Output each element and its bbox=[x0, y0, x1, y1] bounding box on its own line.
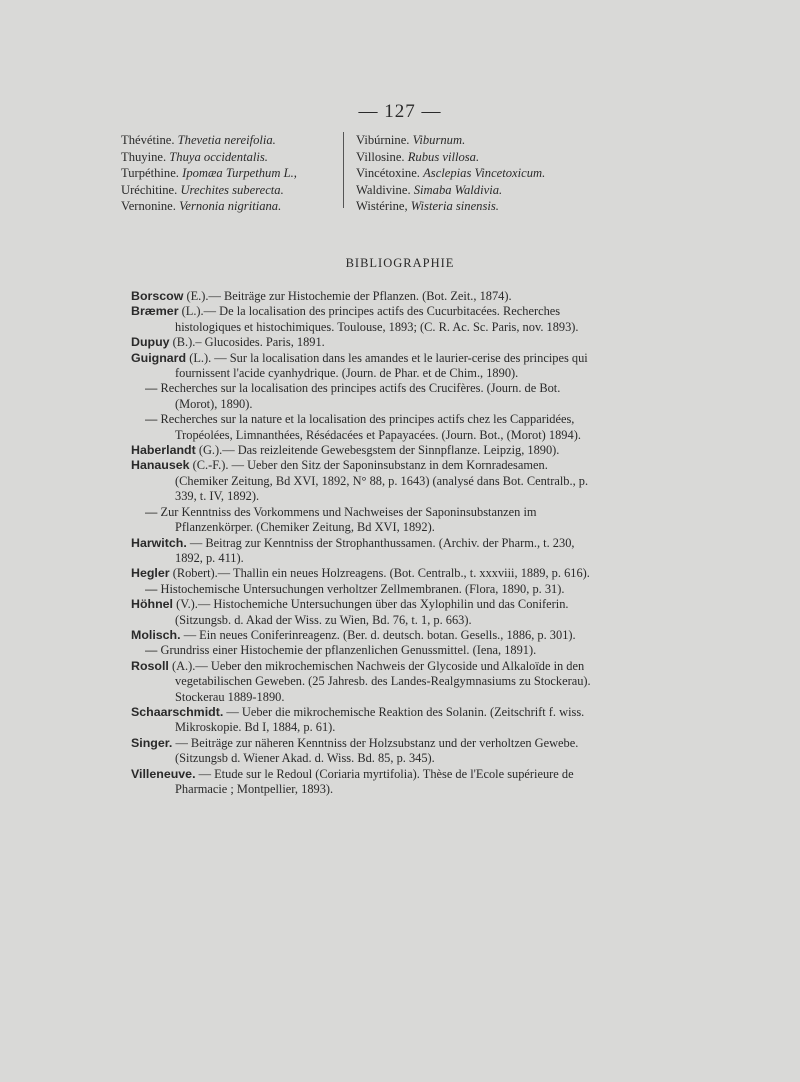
entry-text: — Ueber die mikrochemische Reaktion des Solanin. (Zeitschrift f. wiss. Mikroskopie. Bd I, 1884, p. 61). bbox=[175, 704, 585, 735]
glossary-term: Uréchitine. bbox=[121, 182, 178, 197]
entry-text: (C.-F.). — Ueber den Sitz der Saponinsubstanz in dem Kornradesamen. (Chemiker Zeitung, Bd XVI, 1892, N° 88, p. 1643) (analysé dans Bot. Centralb., p. 339, t. IV, 1892). bbox=[175, 458, 589, 504]
bibliography-entry bbox=[131, 767, 591, 798]
glossary-row bbox=[121, 132, 331, 149]
entry-author: Rosoll bbox=[131, 658, 169, 673]
glossary-latin: Asclepias Vincetoxicum. bbox=[423, 166, 546, 181]
entry-text: (V.).— Histochemiche Untersuchungen über das Xylophilin und das Coniferin. (Sitzungsb. d. Akad der Wiss. zu Wien, Bd. 76, t. 1, p. 663). bbox=[175, 597, 569, 627]
bibliography-entry bbox=[131, 335, 591, 350]
bibliography-entry bbox=[131, 628, 591, 643]
entry-text: — Ein neues Coniferinreagenz. (Ber. d. deutsch. botan. Gesells., 1886, p. 301). bbox=[183, 627, 576, 642]
glossary-latin: Wisteria sinensis. bbox=[410, 199, 499, 214]
entry-text: (Robert).— Thallin ein neues Holzreagens. (Bot. Centralb., t. xxxviii, 1889, p. 616). bbox=[172, 566, 590, 581]
entry-text: Histochemische Untersuchungen verholtzer Zellmembranen. (Flora, 1890, p. 31). bbox=[160, 581, 565, 596]
entry-text: (G.).— Das reizleitende Gewebesgstem der Sinnpflanze. Leipzig, 1890). bbox=[198, 443, 560, 458]
entry-author: — bbox=[145, 643, 158, 658]
glossary-term: Vernonine. bbox=[121, 199, 176, 214]
bibliography-entry bbox=[131, 582, 591, 597]
glossary-row bbox=[121, 198, 331, 215]
entry-author: Höhnel bbox=[131, 597, 173, 612]
bibliography-entry bbox=[131, 381, 591, 412]
glossary-term: Wistérine, bbox=[356, 199, 408, 214]
bibliography-entry bbox=[131, 736, 591, 767]
entry-text: (L.). — Sur la localisation dans les amandes et le laurier-cerise des principes qui fournissent l'acide cyanhydrique. (Journ. de Phar. et de Chim., 1890). bbox=[175, 350, 588, 381]
entry-text: — Etude sur le Redoul (Coriaria myrtifolia). Thèse de l'Ecole supérieure de Pharmacie ; Montpellier, 1893). bbox=[175, 766, 574, 796]
glossary-term: Villosine. bbox=[356, 149, 405, 164]
entry-author: Molisch. bbox=[131, 627, 181, 642]
entry-author: Hanausek bbox=[131, 458, 190, 473]
entry-author: — bbox=[145, 412, 158, 427]
glossary-row bbox=[356, 149, 596, 166]
glossary-right-column bbox=[356, 132, 596, 215]
entry-author: Singer. bbox=[131, 735, 173, 750]
bibliography-entry bbox=[131, 597, 591, 628]
entry-text: (E.).— Beiträge zur Histochemie der Pflanzen. (Bot. Zeit., 1874). bbox=[186, 289, 512, 303]
entry-author: Guignard bbox=[131, 350, 187, 365]
glossary-term: Thuyine. bbox=[121, 149, 167, 164]
bibliography-entry bbox=[131, 443, 591, 458]
entry-author: — bbox=[145, 504, 158, 519]
entry-author: Dupuy bbox=[131, 335, 170, 350]
glossary-row bbox=[121, 182, 331, 199]
entry-author: — bbox=[145, 581, 158, 596]
glossary-latin: Thuya occidentalis. bbox=[169, 149, 268, 164]
entry-author: Villeneuve. bbox=[131, 766, 196, 781]
glossary-term: Thévétine. bbox=[121, 133, 175, 147]
bibliography-entry bbox=[131, 289, 591, 304]
glossary-latin: Viburnum. bbox=[412, 133, 466, 147]
glossary-term: Turpéthine. bbox=[121, 166, 179, 181]
page-number: — 127 — bbox=[358, 101, 442, 122]
entry-author: Schaarschmidt. bbox=[131, 704, 224, 719]
entry-text: Grundriss einer Histochemie der pflanzenlichen Genussmittel. (Iena, 1891). bbox=[160, 643, 537, 658]
bibliography-entry bbox=[131, 458, 591, 504]
glossary-latin: Urechites suberecta. bbox=[180, 182, 284, 197]
glossary-row bbox=[356, 182, 596, 199]
glossary-latin: Rubus villosa. bbox=[407, 149, 480, 164]
glossary-latin: Simaba Waldivia. bbox=[413, 182, 503, 197]
glossary-row bbox=[121, 149, 331, 166]
entry-text: — Beiträge zur näheren Kenntniss der Holzsubstanz und der verholtzen Gewebe. (Sitzungsb d. Wiener Akad. d. Wiss. Bd. 85, p. 345). bbox=[175, 735, 579, 766]
entry-author: — bbox=[145, 381, 158, 396]
entry-text: Recherches sur la localisation des principes actifs des Crucifères. (Journ. de Bot. (Morot), 1890). bbox=[160, 381, 561, 411]
glossary-row bbox=[121, 165, 331, 182]
glossary-latin: Thevetia nereifolia. bbox=[177, 133, 276, 147]
glossary-left-column bbox=[121, 132, 331, 215]
glossary-term: Waldivine. bbox=[356, 182, 411, 197]
glossary-latin: Vernonia nigritiana. bbox=[179, 199, 282, 214]
bibliography-entry bbox=[131, 412, 591, 443]
entry-text: — Beitrag zur Kenntniss der Strophanthussamen. (Archiv. der Pharm., t. 230, 1892, p. 411). bbox=[175, 535, 575, 565]
bibliography-list bbox=[131, 289, 591, 797]
entry-author: Harwitch. bbox=[131, 535, 187, 550]
bibliography-entry bbox=[131, 643, 591, 658]
glossary-term: Vibúrnine. bbox=[356, 133, 410, 147]
bibliography-entry bbox=[131, 536, 591, 567]
bibliography-entry bbox=[131, 566, 591, 581]
bibliography-title: BIBLIOGRAPHIE bbox=[345, 256, 455, 270]
entry-text: (B.).– Glucosides. Paris, 1891. bbox=[172, 335, 325, 350]
entry-author: Bræmer bbox=[131, 304, 179, 319]
bibliography-entry bbox=[131, 351, 591, 382]
glossary-row bbox=[356, 165, 596, 182]
glossary-latin: Ipomæa Turpethum L., bbox=[182, 166, 297, 181]
entry-text: (A.).— Ueber den mikrochemischen Nachweis der Glycoside und Alkaloïde in den vegetabilischen Geweben. (25 Jahresb. des Landes-Realgymnasiums zu Stockerau). Stockerau 1889-1890. bbox=[171, 658, 591, 704]
entry-text: Recherches sur la nature et la localisation des principes actifs chez les Capparidées, Tropéolées, Limnanthées, Résédacées et Papayacées. (Journ. Bot., (Morot) 1894). bbox=[160, 412, 581, 442]
entry-text: (L.).— De la localisation des principes actifs des Cucurbitacées. Recherches histologiques et histochimiques. Toulouse, 1893; (C. R. Ac. Sc. Paris, nov. 1893). bbox=[175, 304, 579, 334]
glossary-row bbox=[356, 132, 596, 149]
entry-author: Hegler bbox=[131, 566, 170, 581]
bibliography-entry bbox=[131, 705, 591, 736]
bibliography-entry bbox=[131, 304, 591, 335]
glossary-row bbox=[356, 198, 596, 215]
bibliography-entry bbox=[131, 659, 591, 705]
entry-text: Zur Kenntniss des Vorkommens und Nachweises der Saponinsubstanzen im Pflanzenkörper. (Chemiker Zeitung, Bd XVI, 1892). bbox=[160, 504, 537, 535]
entry-author: Borscow bbox=[131, 289, 184, 303]
entry-author: Haberlandt bbox=[131, 443, 196, 458]
column-divider bbox=[343, 132, 344, 208]
bibliography-entry bbox=[131, 505, 591, 536]
glossary-term: Vincétoxine. bbox=[356, 166, 420, 181]
